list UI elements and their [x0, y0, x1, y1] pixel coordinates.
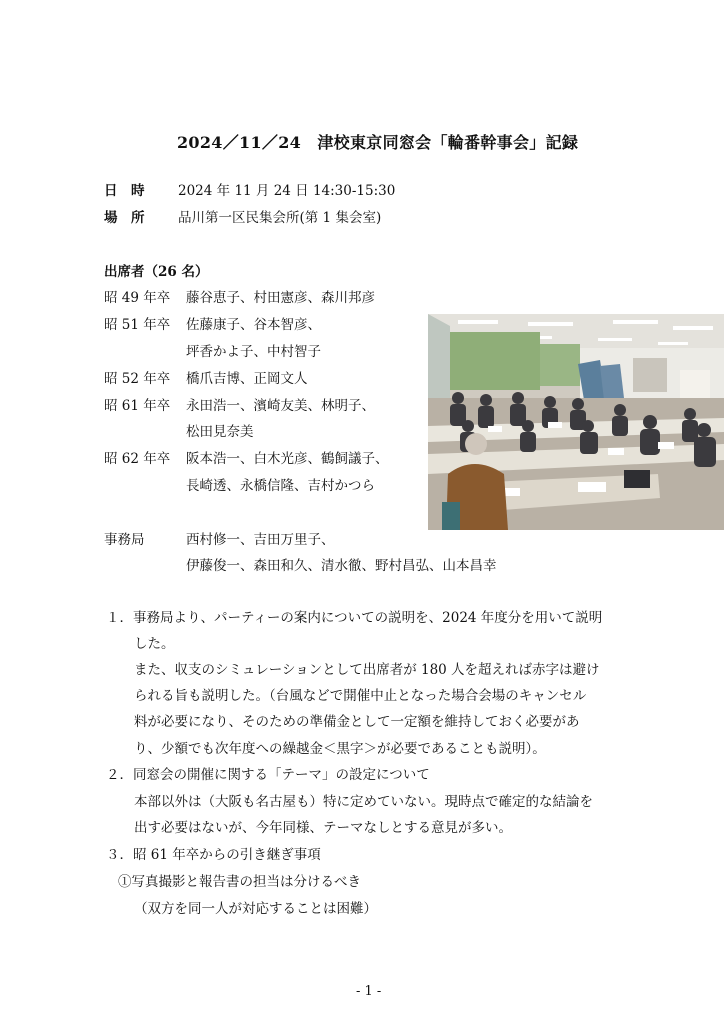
- meeting-photo: [428, 314, 724, 530]
- attendee-names: 藤谷恵子、村田憲彦、森川邦彦: [186, 290, 375, 306]
- item-3-line: ３．昭 61 年卒からの引き継ぎ事項: [106, 847, 321, 863]
- date-value: 2024 年 11 月 24 日 14:30-15:30: [178, 183, 396, 199]
- attendee-names: 阪本浩一、白木光彦、鶴飼議子、: [186, 451, 389, 467]
- attendee-year: 昭 61 年卒: [104, 398, 171, 414]
- attendees-heading: 出席者（26 名）: [104, 264, 209, 280]
- page-number: - 1 -: [356, 984, 382, 999]
- attendee-year: 昭 49 年卒: [104, 290, 171, 306]
- item-3-line: （双方を同一人が対応することは困難）: [134, 901, 377, 917]
- attendee-year: 昭 52 年卒: [104, 371, 171, 387]
- date-label: 日 時: [104, 183, 145, 199]
- place-value: 品川第一区民集会所(第 1 集会室): [178, 210, 382, 226]
- item-1-line: られる旨も説明した。（台風などで開催中止となった場合会場のキャンセル: [134, 688, 587, 704]
- attendee-names: 永田浩一、濱崎友美、林明子、: [186, 398, 375, 414]
- item-1-line: また、収支のシミュレーションとして出席者が 180 人を超えれば赤字は避け: [134, 662, 600, 678]
- office-label: 事務局: [104, 532, 145, 548]
- attendee-names: 長崎透、永橋信隆、吉村かつら: [186, 478, 375, 494]
- attendee-names: 橋爪吉博、正岡文人: [186, 371, 308, 387]
- place-label: 場 所: [104, 210, 145, 226]
- attendee-names: 松田見奈美: [186, 424, 254, 440]
- attendee-year: 昭 51 年卒: [104, 317, 171, 333]
- item-1-line: した。: [134, 636, 175, 652]
- item-3-line: ①写真撮影と報告書の担当は分けるべき: [118, 874, 361, 890]
- office-names: 西村修一、吉田万里子、: [186, 532, 335, 548]
- document-title: 2024／11／24 津校東京同窓会「輪番幹事会」記録: [177, 133, 579, 152]
- item-1-line: り、少額でも次年度への繰越金＜黒字＞が必要であることも説明）。: [134, 741, 546, 757]
- item-1-line: 料が必要になり、そのための準備金として一定額を維持しておく必要があ: [134, 714, 580, 730]
- attendee-year: 昭 62 年卒: [104, 451, 171, 467]
- item-2-line: 本部以外は（大阪も名古屋も）特に定めていない。現時点で確定的な結論を: [134, 794, 593, 810]
- attendee-names: 坪香かよ子、中村智子: [186, 344, 321, 360]
- attendee-names: 佐藤康子、谷本智彦、: [186, 317, 321, 333]
- item-2-line: ２．同窓会の開催に関する「テーマ」の設定について: [106, 767, 430, 783]
- office-names: 伊藤俊一、森田和久、清水徹、野村昌弘、山本昌幸: [186, 558, 497, 574]
- item-1-line: １．事務局より、パーティーの案内についての説明を、2024 年度分を用いて説明: [106, 610, 603, 626]
- item-2-line: 出す必要はないが、今年同様、テーマなしとする意見が多い。: [134, 820, 512, 836]
